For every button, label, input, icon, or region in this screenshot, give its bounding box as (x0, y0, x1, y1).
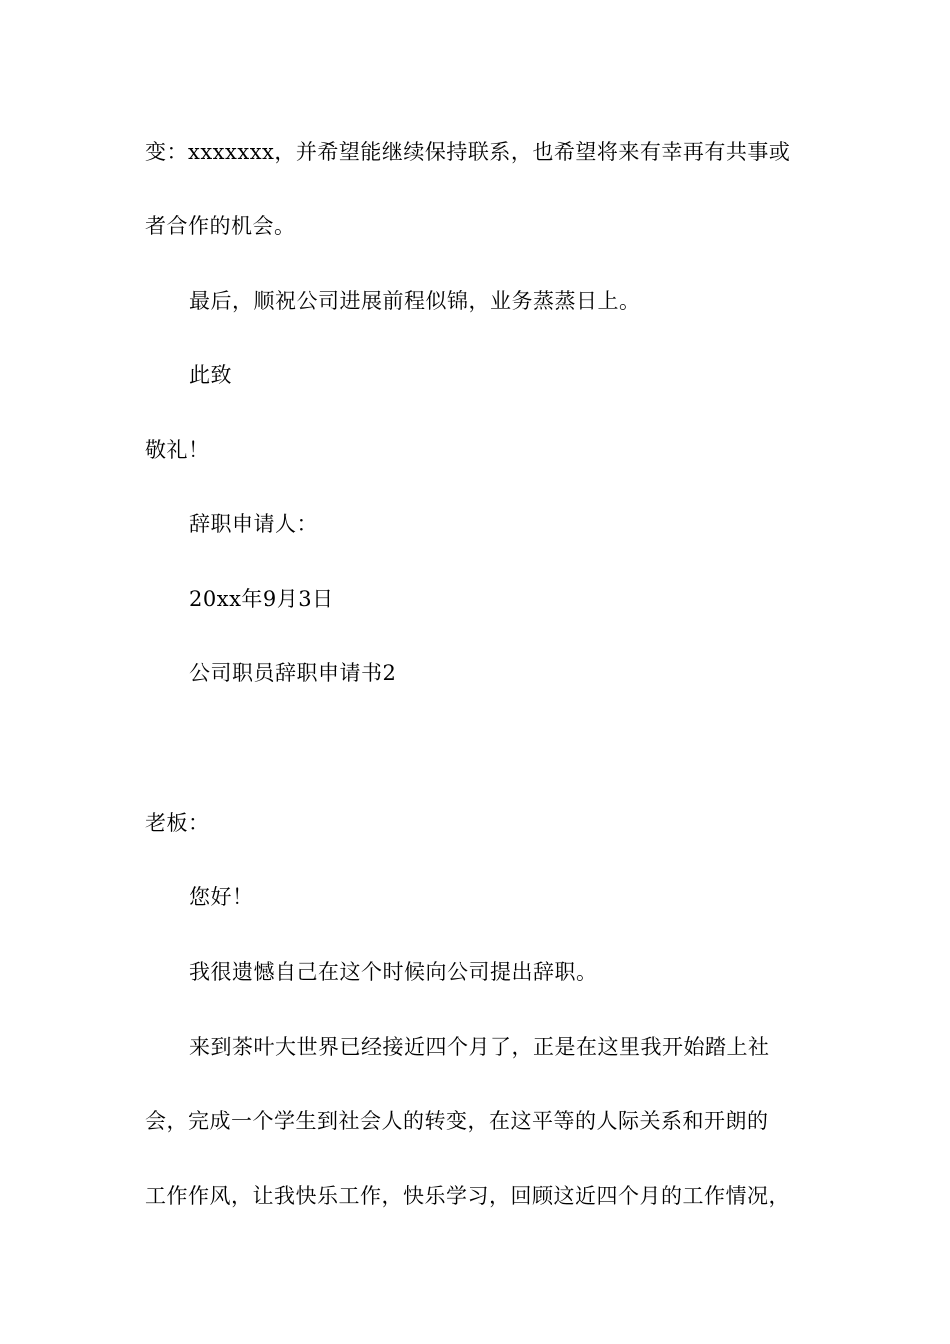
paragraph-line: 变：xxxxxxx，并希望能继续保持联系，也希望将来有幸再有共事或 (145, 140, 791, 164)
addressee: 老板： (145, 811, 210, 835)
date-line: 20xx年9月3日 (189, 587, 334, 611)
paragraph-line: 我很遗憾自己在这个时候向公司提出辞职。 (189, 960, 598, 984)
paragraph-line: 会，完成一个学生到社会人的转变，在这平等的人际关系和开朗的 (145, 1109, 769, 1133)
paragraph-line: 工作作风，让我快乐工作，快乐学习，回顾这近四个月的工作情况， (145, 1184, 790, 1208)
greeting: 您好！ (189, 885, 254, 909)
salutation-jingli: 敬礼！ (145, 438, 210, 462)
closing-wish: 最后，顺祝公司进展前程似锦，业务蒸蒸日上。 (189, 289, 641, 313)
signature-label: 辞职申请人： (189, 512, 318, 536)
paragraph-line: 者合作的机会。 (145, 214, 296, 238)
paragraph-line: 来到茶叶大世界已经接近四个月了，正是在这里我开始踏上社 (189, 1035, 770, 1059)
section-title: 公司职员辞职申请书2 (189, 661, 397, 685)
salutation-cizhi: 此致 (189, 363, 232, 387)
